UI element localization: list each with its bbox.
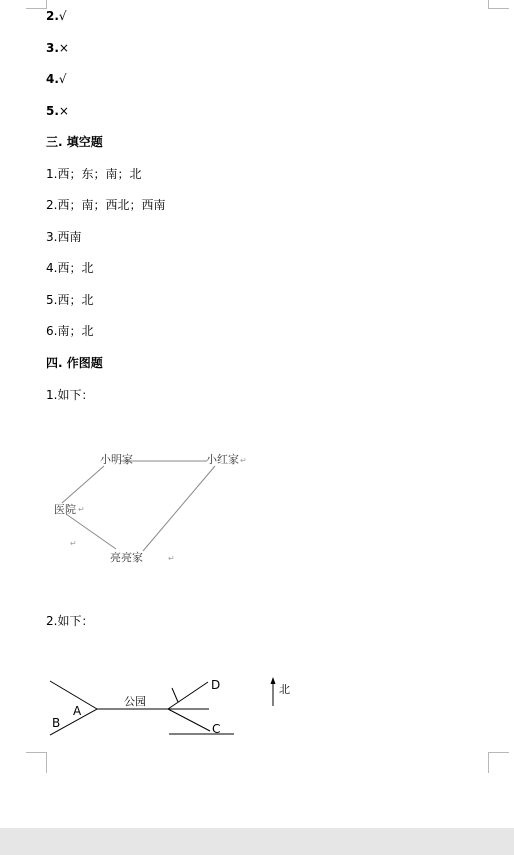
paragraph-mark: ↵ bbox=[240, 456, 247, 465]
answer-number: 5. bbox=[46, 104, 59, 118]
fill-answer-1: 1.西；东；南；北 bbox=[46, 167, 142, 181]
drawing-q2-label: 2.如下： bbox=[46, 614, 94, 628]
label-point-d: D bbox=[211, 678, 221, 692]
fill-answer-2: 2.西；南；西北；西南 bbox=[46, 198, 166, 212]
north-arrow-icon bbox=[271, 677, 276, 684]
answer-number: 3. bbox=[46, 41, 59, 55]
drawing-q1-label: 1.如下： bbox=[46, 388, 94, 402]
label-liangliang-home: 亮亮家 bbox=[110, 551, 143, 564]
label-north: 北 bbox=[279, 683, 290, 696]
cross-mark: × bbox=[58, 41, 69, 55]
fill-answer-3: 3.西南 bbox=[46, 230, 82, 244]
fill-answer-5: 5.西；北 bbox=[46, 293, 94, 307]
cross-mark: × bbox=[58, 104, 69, 118]
fill-answer-6: 6.南；北 bbox=[46, 324, 94, 338]
check-mark: √ bbox=[58, 72, 67, 86]
answer-number: 2. bbox=[46, 9, 59, 23]
label-xiaoming-home: 小明家 bbox=[100, 453, 133, 466]
bottom-status-bar bbox=[0, 828, 514, 855]
section-title-fill-blank: 三. 填空题 bbox=[46, 135, 103, 149]
paragraph-mark: ↵ bbox=[78, 505, 85, 514]
label-point-b: B bbox=[52, 716, 61, 730]
paragraph-mark: ↵ bbox=[168, 554, 175, 563]
line-small-tick bbox=[172, 688, 178, 702]
paragraph-mark: ↵ bbox=[70, 539, 77, 548]
label-park: 公园 bbox=[124, 695, 146, 708]
label-point-c: C bbox=[212, 722, 221, 736]
answer-number: 4. bbox=[46, 72, 59, 86]
label-hospital: 医院 bbox=[54, 503, 76, 516]
check-mark: √ bbox=[58, 9, 67, 23]
label-point-a: A bbox=[73, 704, 82, 718]
line-to-c bbox=[168, 709, 210, 731]
fill-answer-4: 4.西；北 bbox=[46, 261, 94, 275]
line-to-d bbox=[168, 682, 208, 709]
section-title-drawing: 四. 作图题 bbox=[46, 356, 103, 370]
label-xiaohong-home: 小红家 bbox=[206, 453, 239, 466]
